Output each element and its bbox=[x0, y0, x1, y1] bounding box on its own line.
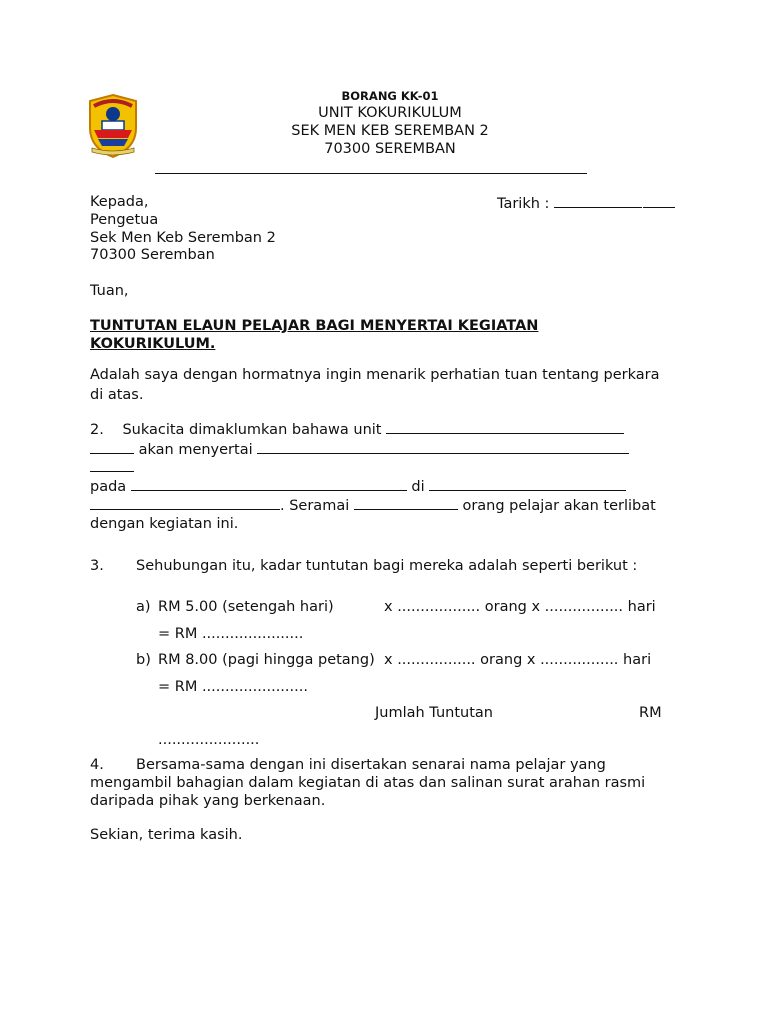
address-recipient: Pengetua bbox=[90, 212, 159, 228]
school-crest-icon bbox=[84, 92, 142, 160]
para2-line-6: dengan kegiatan ini. bbox=[90, 516, 239, 532]
para4-number: 4. bbox=[90, 757, 104, 773]
para4-line-3: daripada pihak yang berkenaan. bbox=[90, 793, 326, 809]
venue-blank-cont[interactable] bbox=[90, 495, 280, 510]
intro-line-1: Adalah saya dengan hormatnya ingin menarik perhatian tuan tentang perkara bbox=[90, 367, 660, 383]
para3-number: 3. bbox=[90, 558, 104, 574]
total-currency: RM bbox=[639, 705, 662, 721]
city-title: 70300 SEREMBAN bbox=[324, 141, 456, 157]
para2-line-2 bbox=[90, 439, 629, 459]
para2-text-3: pada bbox=[90, 479, 127, 495]
rate-b-rate: RM 8.00 (pagi hingga petang) bbox=[158, 652, 375, 668]
rate-a-formula: x .................. orang x ................. hari bbox=[384, 599, 656, 615]
student-count-blank[interactable] bbox=[354, 495, 458, 510]
para2-text-1: Sukacita dimaklumkan bahawa unit bbox=[122, 422, 382, 438]
para2-line-4 bbox=[90, 476, 626, 496]
para4-line-1: Bersama-sama dengan ini disertakan senarai nama pelajar yang bbox=[136, 757, 606, 773]
para2-line-3 bbox=[90, 457, 134, 477]
subject-line-2: KOKURIKULUM. bbox=[90, 336, 216, 352]
address-school: Sek Men Keb Seremban 2 bbox=[90, 230, 276, 246]
para4-line-2: mengambil bahagian dalam kegiatan di atas dan salinan surat arahan rasmi bbox=[90, 775, 646, 791]
salutation: Tuan, bbox=[90, 283, 129, 299]
para3-text: Sehubungan itu, kadar tuntutan bagi mereka adalah seperti berikut : bbox=[136, 558, 638, 574]
para2-text-6: orang pelajar akan terlibat bbox=[462, 498, 656, 514]
unit-name-blank-cont[interactable] bbox=[90, 439, 134, 454]
unit-title: UNIT KOKURIKULUM bbox=[318, 105, 462, 121]
activity-blank-cont[interactable] bbox=[90, 457, 134, 472]
school-title: SEK MEN KEB SEREMBAN 2 bbox=[291, 123, 489, 139]
rate-b-formula: x ................. orang x ................. hari bbox=[384, 652, 652, 668]
address-to: Kepada, bbox=[90, 194, 149, 210]
date-field bbox=[497, 193, 675, 213]
para2-text-4: di bbox=[411, 479, 425, 495]
unit-name-blank[interactable] bbox=[386, 419, 624, 434]
para2-text-2: akan menyertai bbox=[138, 442, 253, 458]
para2-number: 2. bbox=[90, 422, 104, 438]
rate-a-rate: RM 5.00 (setengah hari) bbox=[158, 599, 334, 615]
address-city: 70300 Seremban bbox=[90, 247, 215, 263]
para2-text-5: . Seramai bbox=[280, 498, 350, 514]
intro-line-2: di atas. bbox=[90, 387, 144, 403]
rate-b-result: = RM ....................... bbox=[158, 679, 308, 695]
rate-a-label: a) bbox=[136, 599, 151, 615]
header-divider bbox=[155, 173, 587, 174]
subject-line-1: TUNTUTAN ELAUN PELAJAR BAGI MENYERTAI KEGIATAN bbox=[90, 318, 539, 334]
activity-blank[interactable] bbox=[257, 439, 629, 454]
venue-blank[interactable] bbox=[429, 476, 626, 491]
date-label: Tarikh : bbox=[497, 196, 550, 212]
total-label: Jumlah Tuntutan bbox=[375, 705, 493, 721]
rate-a-result: = RM ...................... bbox=[158, 626, 304, 642]
para2-line-5 bbox=[90, 495, 656, 515]
date-blank-extra[interactable] bbox=[643, 193, 675, 208]
rate-b-label: b) bbox=[136, 652, 151, 668]
date-blank[interactable] bbox=[554, 193, 642, 208]
date-of-activity-blank[interactable] bbox=[131, 476, 407, 491]
para2-line-1 bbox=[90, 419, 624, 439]
total-value: ...................... bbox=[158, 732, 260, 748]
form-code: BORANG KK-01 bbox=[341, 89, 439, 103]
closing: Sekian, terima kasih. bbox=[90, 827, 243, 843]
